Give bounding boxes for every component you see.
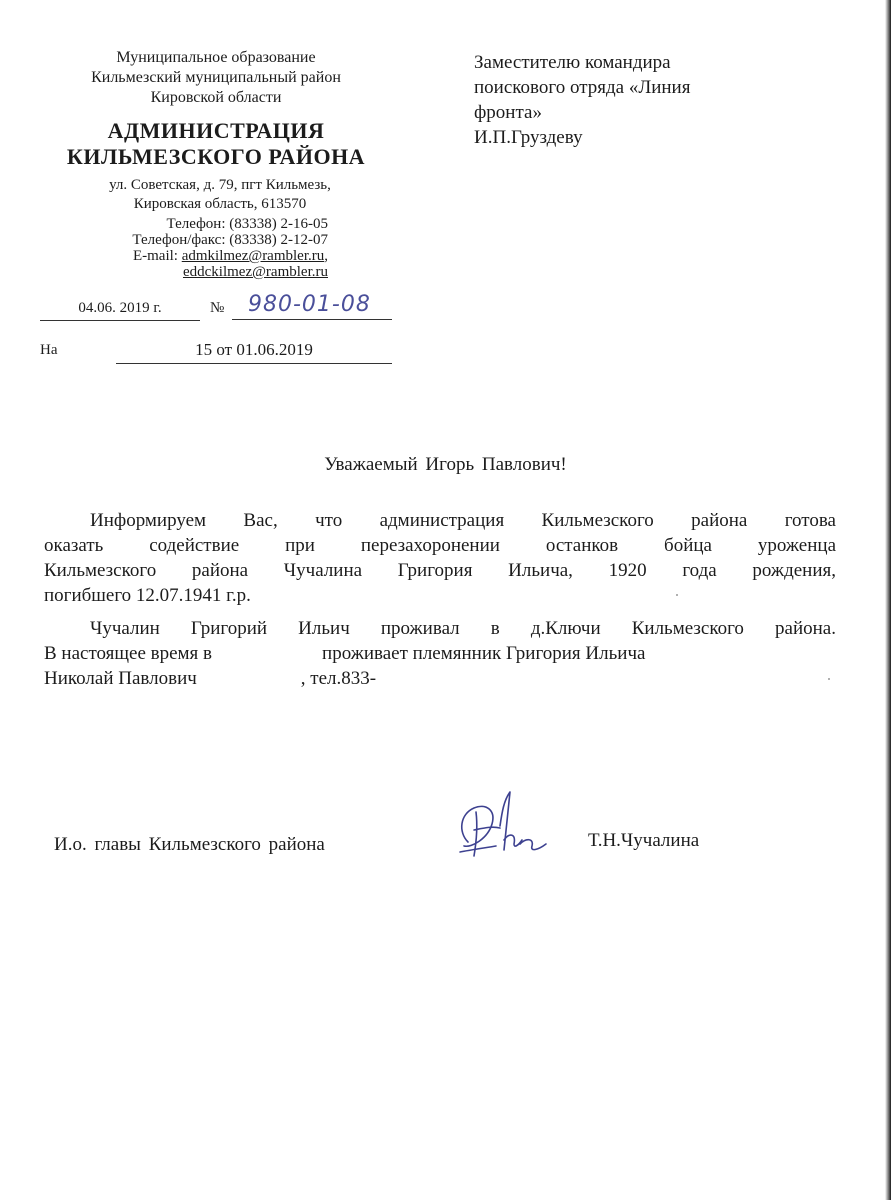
letter-number: 980-01-08: [232, 292, 392, 320]
addressee-line: фронта»: [474, 102, 542, 123]
paragraph-1: [44, 508, 836, 608]
scan-speck: [676, 594, 678, 596]
reply-label: На: [40, 342, 58, 358]
email-link-2[interactable]: eddckilmez@rambler.ru: [182, 264, 328, 280]
signatory-position: И.о. главы Кильмезского района: [54, 834, 325, 855]
paragraph-2: [44, 616, 836, 691]
body-line: Чучалин Григорий Ильич проживал в д.Ключи Кильмезского района.: [90, 618, 836, 639]
municipality-line: Муниципальное образование: [116, 49, 316, 66]
letterhead-address: [80, 176, 360, 214]
administration-title: КИЛЬМЕЗСКОГО РАЙОНА: [66, 144, 366, 169]
body-fragment: В настоящее время в: [44, 643, 213, 664]
signatory-name: Т.Н.Чучалина: [588, 830, 700, 851]
addressee-line: поискового отряда «Линия: [474, 77, 691, 98]
body-fragment: проживает племянник Григория Ильича: [322, 643, 646, 664]
email-label: E-mail:: [132, 248, 182, 264]
letter-date: 04.06. 2019 г.: [40, 300, 200, 321]
administration-title: АДМИНИСТРАЦИЯ: [107, 118, 325, 143]
reply-reference: 15 от 01.06.2019: [116, 340, 392, 364]
address-line: Кировская область, 613570: [133, 196, 307, 212]
addressee-line: Заместителю командира: [474, 52, 671, 73]
email-separator: ,: [324, 248, 328, 264]
email-line: [60, 248, 328, 264]
letter-body: [44, 508, 836, 691]
body-line: [44, 641, 836, 666]
body-line: оказать содействие при перезахоронении останков бойца уроженца: [44, 535, 836, 556]
letterhead: [40, 48, 392, 170]
addressee-block: [474, 50, 794, 150]
body-line: [44, 666, 836, 691]
municipality-line: Кировской области: [150, 89, 282, 106]
body-line: Информируем Вас, что администрация Кильмезского района готова: [90, 510, 836, 531]
email-line-2: [60, 264, 328, 280]
body-line: Кильмезского района Чучалина Григория Ильича, 1920 года рождения,: [44, 560, 836, 581]
fax: Телефон/факс: (83338) 2-12-07: [132, 232, 328, 248]
body-fragment: Николай Павлович: [44, 668, 197, 689]
email-link-1[interactable]: admkilmez@rambler.ru: [181, 248, 325, 264]
registry-row: [40, 292, 392, 328]
number-sign: №: [210, 300, 225, 316]
addressee-line: И.П.Груздеву: [474, 127, 583, 148]
municipality-line: Кильмезский муниципальный район: [91, 69, 341, 86]
reply-row: [40, 340, 392, 368]
body-fragment: , тел.833-: [300, 668, 377, 689]
greeting: Уважаемый Игорь Павлович!: [324, 454, 567, 475]
scan-edge-shadow: [885, 0, 891, 1200]
letterhead-contacts: [60, 216, 360, 280]
body-line: погибшего 12.07.1941 г.р.: [44, 585, 251, 606]
phone: Телефон: (83338) 2-16-05: [166, 216, 328, 232]
handwritten-signature-icon: [440, 782, 560, 872]
address-line: ул. Советская, д. 79, пгт Кильмезь,: [109, 177, 331, 193]
scan-speck: [828, 678, 830, 680]
